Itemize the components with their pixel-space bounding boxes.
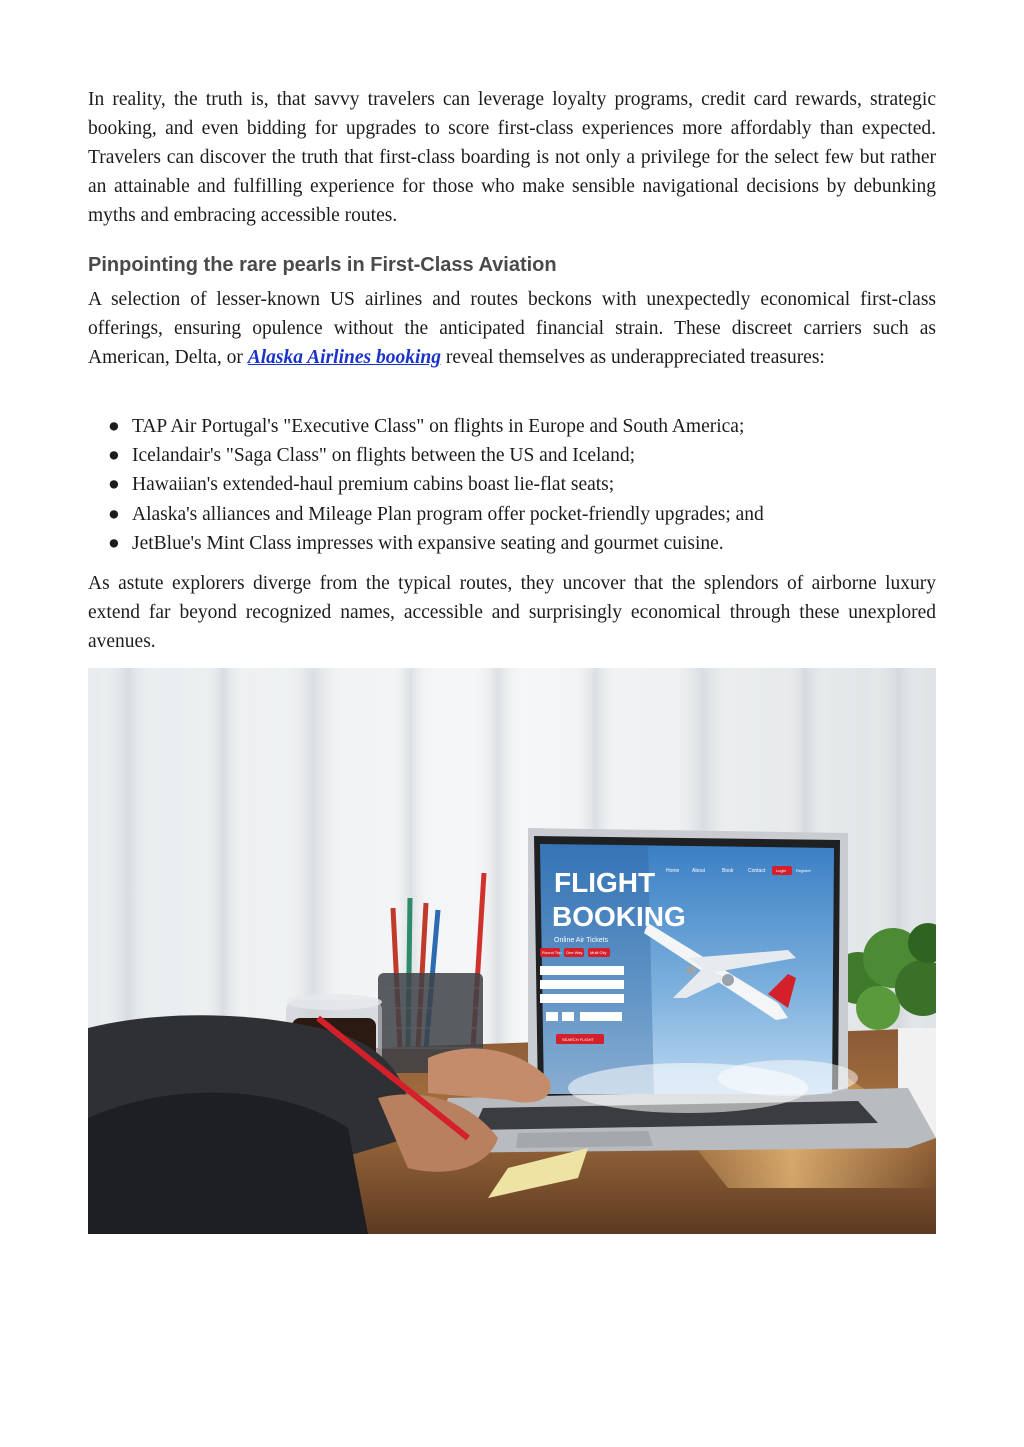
list-item: ● Icelandair's "Saga Class" on flights between the US and Iceland; xyxy=(108,441,764,470)
screen-nav-home: Home xyxy=(666,868,680,874)
laptop-screen xyxy=(540,844,858,1113)
screen-subtitle: Online Air Tickets xyxy=(554,937,609,944)
screen-nav-about: About xyxy=(692,868,706,874)
list-item: ● Alaska's alliances and Mileage Plan program offer pocket-friendly upgrades; and xyxy=(108,500,764,529)
paragraph-text-before-link: A selection of lesser-known US airlines and routes beckons with unexpectedly economical first-class offerings, ensuring opulence without the anticipated financial strain. These discreet carriers such as American, Delta, or xyxy=(88,289,936,368)
list-item: ● Hawaiian's extended-haul premium cabins boast lie-flat seats; xyxy=(108,470,764,499)
list-item: ● JetBlue's Mint Class impresses with expansive seating and gourmet cuisine. xyxy=(108,529,764,558)
list-item: ● TAP Air Portugal's "Executive Class" on flights in Europe and South America; xyxy=(108,412,764,441)
screen-tab-one-way: One Way xyxy=(566,950,583,955)
bullet-icon: ● xyxy=(108,532,120,554)
alaska-airlines-booking-link[interactable]: Alaska Airlines booking xyxy=(247,347,441,368)
screen-nav-book: Book xyxy=(722,868,734,874)
screen-nav-contact: Contact xyxy=(748,868,766,874)
airline-list xyxy=(108,412,764,558)
bullet-icon: ● xyxy=(108,445,120,467)
screen-register-button: Register xyxy=(796,868,811,873)
intro-paragraph: In reality, the truth is, that savvy travelers can leverage loyalty programs, credit card rewards, strategic booking, and even bidding for upgrades to score first-class experiences more affordably than expected. Travelers can discover the truth that first-class boarding is not only a privilege for the select few but rather an attainable and fulfilling experience for those who make sensible navigational decisions by debunking myths and embracing accessible routes. xyxy=(88,89,936,226)
bullet-icon: ● xyxy=(108,503,120,525)
screen-search-flight-button: SEARCH FLIGHT xyxy=(562,1037,595,1042)
screen-title-line1: FLIGHT xyxy=(554,867,656,898)
section-heading: Pinpointing the rare pearls in First-Class Aviation xyxy=(88,254,557,276)
screen-login-button: Login xyxy=(776,868,786,873)
screen-tab-multi-city: Multi City xyxy=(590,950,607,955)
flight-booking-photo xyxy=(88,668,936,1234)
screen-tab-round-trip: Round Trip xyxy=(542,950,562,955)
bullet-icon: ● xyxy=(108,416,120,437)
closing-paragraph: As astute explorers diverge from the typical routes, they uncover that the splendors of airborne luxury extend far beyond recognized names, accessible and surprisingly economical through these unexplored avenues. xyxy=(88,573,936,652)
bullet-icon: ● xyxy=(108,474,120,496)
section-paragraph xyxy=(88,285,936,372)
paragraph-text-after-link: reveal themselves as underappreciated treasures: xyxy=(440,347,825,368)
screen-title-line2: BOOKING xyxy=(552,901,686,932)
